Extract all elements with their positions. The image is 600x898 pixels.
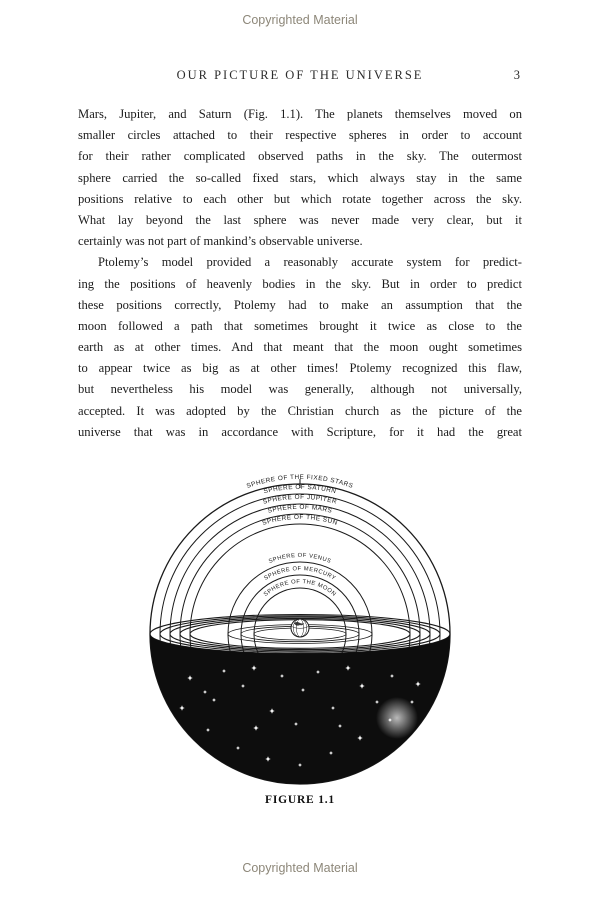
text-line: Ptolemy’s model provided a reasonably accurate system for predict- [98, 255, 522, 270]
sphere-label: SPHERE OF THE SUN [261, 513, 339, 527]
text-line: moon followed a path that sometimes brought it twice as close to the [78, 318, 522, 333]
text-line: smaller circles attached to their respective spheres in order to account [78, 128, 522, 143]
figure-caption: FIGURE 1.1 [265, 794, 335, 806]
sphere-label: SPHERE OF VENUS [268, 552, 332, 566]
text-line: certainly was not part of mankind’s observable universe. [78, 234, 363, 249]
sphere-label: SPHERE OF THE MOON [262, 579, 338, 598]
text-line: What lay beyond the last sphere was never made very clear, but it [78, 212, 522, 227]
text-line: to appear twice as big as at other times! Ptolemy recognized this flaw, [78, 361, 522, 376]
sphere-label: SPHERE OF THE FIXED STARS [245, 473, 355, 490]
sphere-label: SPHERE OF SATURN [262, 483, 338, 496]
copyright-notice-top: Copyrighted Material [242, 13, 358, 27]
text-line: accepted. It was adopted by the Christian church as the picture of the [78, 403, 522, 418]
text-line: Mars, Jupiter, and Saturn (Fig. 1.1). The planets themselves moved on [78, 107, 522, 121]
text-line: earth as at other times. And that meant that the moon ought sometimes [78, 340, 522, 355]
text-line: positions relative to each other but which rotate together across the sky. [78, 191, 522, 206]
text-line: but nevertheless his model was generally, although not universally, [78, 382, 522, 397]
text-line: sphere carried the so-called fixed stars, which always stay in the same [78, 170, 522, 185]
running-header [78, 68, 522, 83]
sphere-label: SPHERE OF MARS [267, 503, 333, 515]
text-line: ing the positions of heavenly bodies in the sky. But in order to predict [78, 276, 522, 291]
body-text [78, 104, 522, 443]
text-line: these positions correctly, Ptolemy had to make an assumption that the [78, 297, 522, 312]
sphere-label: SPHERE OF MERCURY [263, 566, 337, 582]
text-line: universe that was in accordance with Scripture, for it had the great [78, 424, 522, 439]
chapter-title: OUR PICTURE OF THE UNIVERSE [176, 68, 424, 82]
sphere-label: SPHERE OF JUPITER [262, 493, 338, 506]
ptolemy-diagram [0, 462, 600, 802]
copyright-notice-bottom: Copyrighted Material [242, 861, 358, 875]
text-line: for their rather complicated observed paths in the sky. The outermost [78, 149, 522, 164]
earth-icon [291, 619, 309, 637]
page-number: 3 [513, 68, 520, 82]
